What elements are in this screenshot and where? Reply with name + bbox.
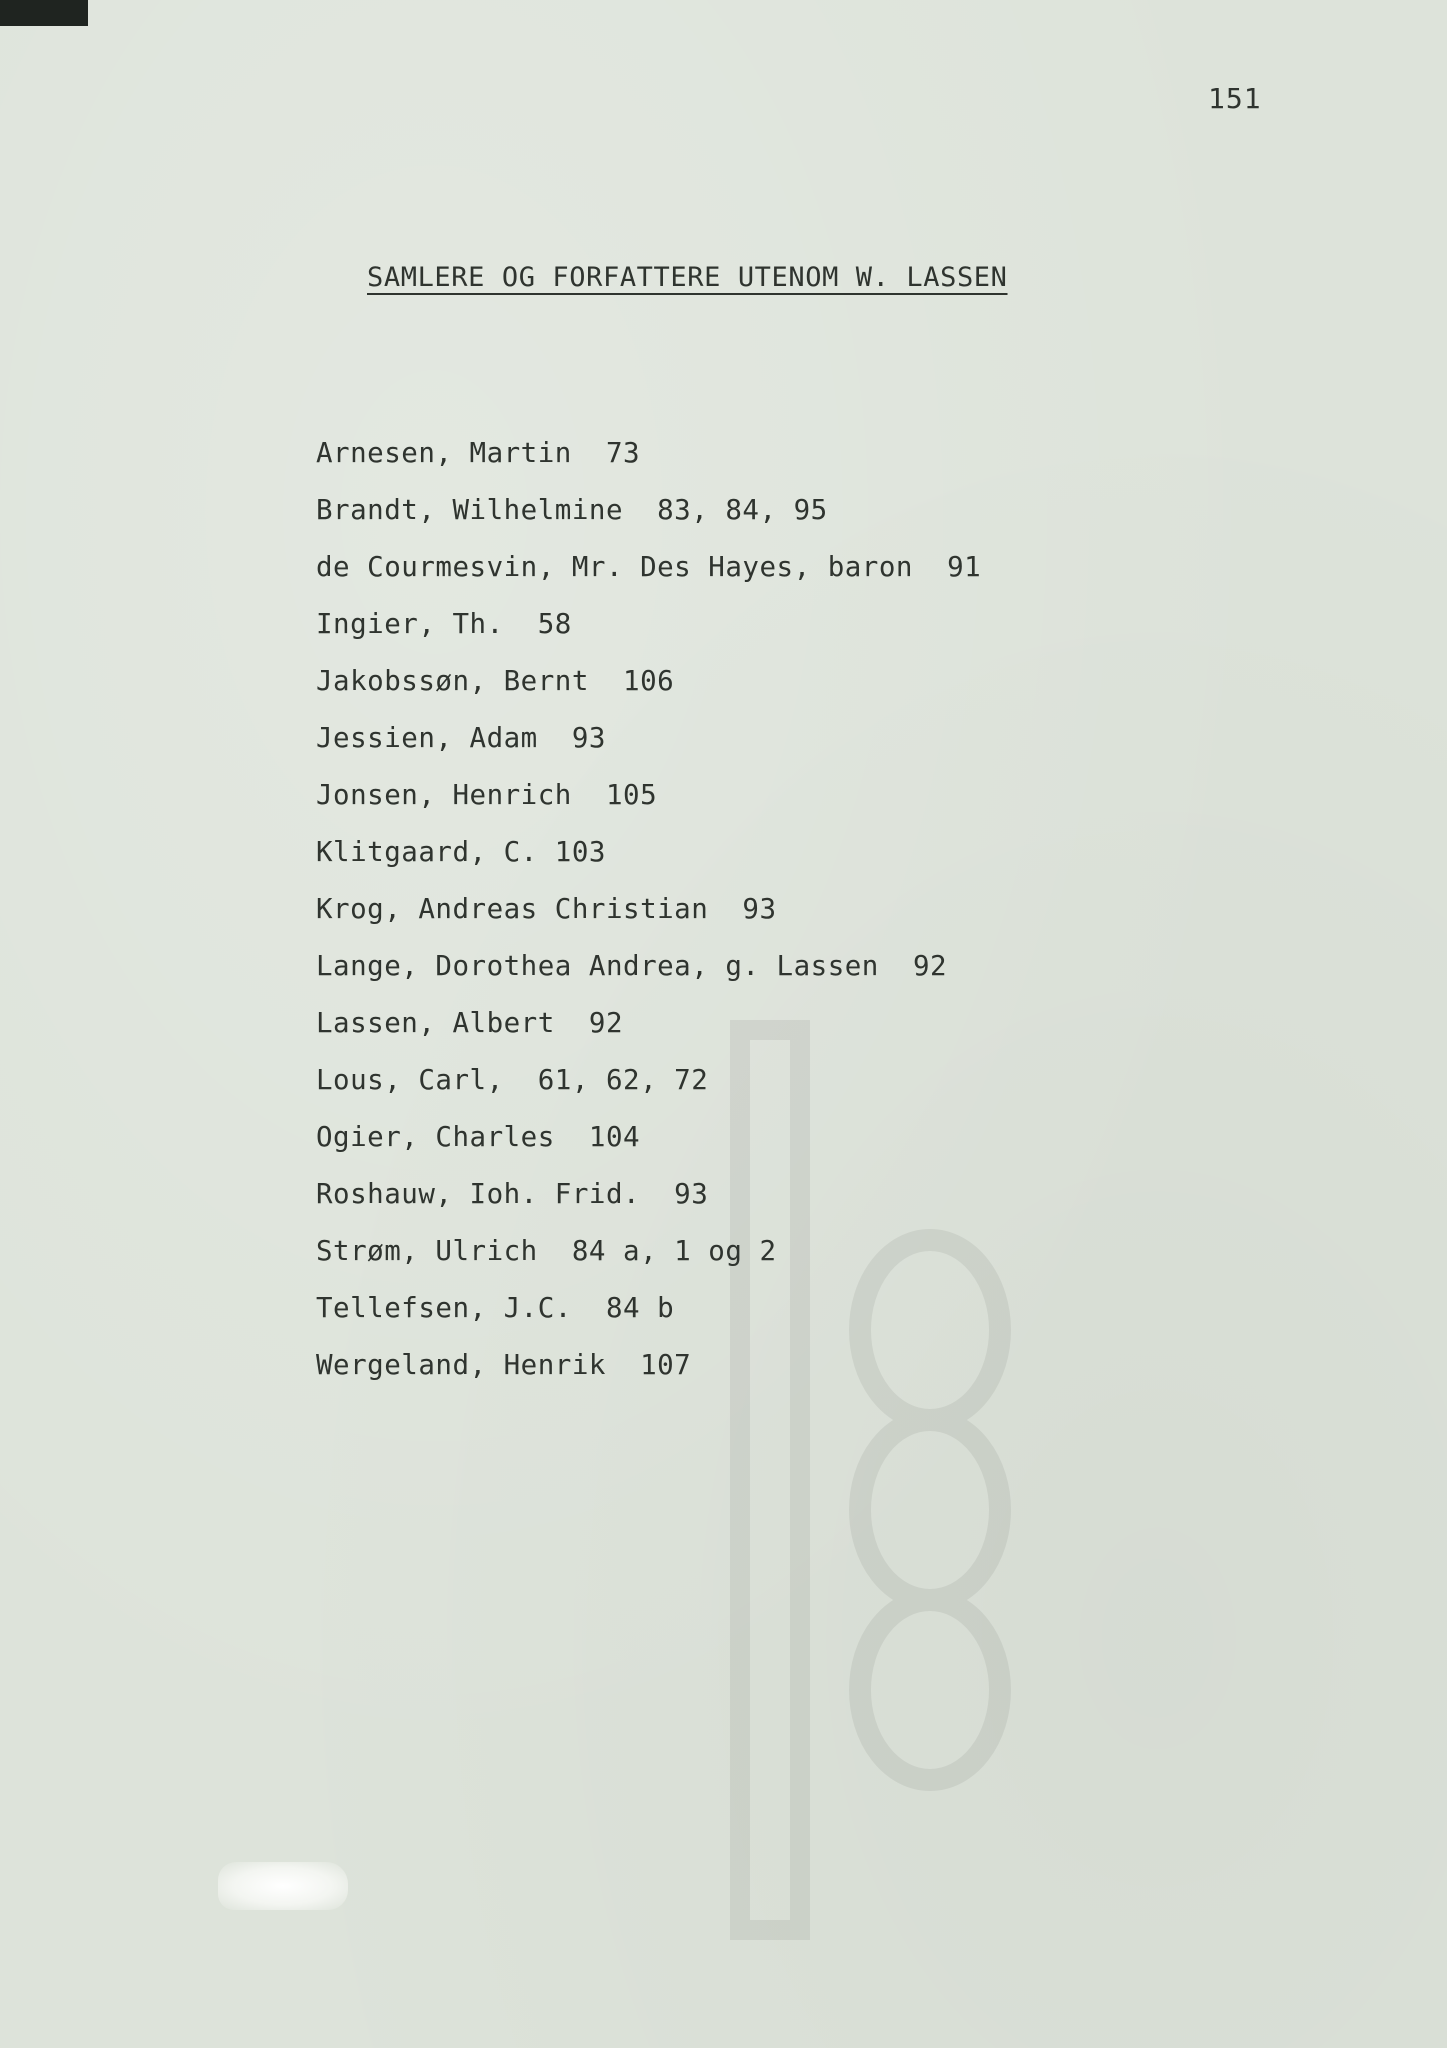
index-entry: Strøm, Ulrich 84 a, 1 og 2 <box>316 1235 777 1267</box>
index-entry: Tellefsen, J.C. 84 b <box>316 1292 675 1324</box>
index-entry: Wergeland, Henrik 107 <box>316 1349 692 1381</box>
index-entry: Lous, Carl, 61, 62, 72 <box>316 1064 709 1096</box>
index-entry: Jessien, Adam 93 <box>316 722 606 754</box>
smudge-mark <box>218 1862 348 1910</box>
index-entry: Ogier, Charles 104 <box>316 1121 641 1153</box>
index-entry: Lange, Dorothea Andrea, g. Lassen 92 <box>316 950 948 982</box>
index-entry: Jakobssøn, Bernt 106 <box>316 665 675 697</box>
index-entry: Krog, Andreas Christian 93 <box>316 893 777 925</box>
index-list <box>316 432 981 1401</box>
page-number: 151 <box>1208 82 1262 115</box>
page-heading: SAMLERE OG FORFATTERE UTENOM W. LASSEN <box>367 262 1008 293</box>
index-entry: de Courmesvin, Mr. Des Hayes, baron 91 <box>316 551 982 583</box>
index-entry: Roshauw, Ioh. Frid. 93 <box>316 1178 709 1210</box>
index-entry: Arnesen, Martin 73 <box>316 437 641 469</box>
index-entry: Lassen, Albert 92 <box>316 1007 624 1039</box>
index-entry: Jonsen, Henrich 105 <box>316 779 658 811</box>
scan-corner-mark <box>0 0 88 26</box>
index-entry: Brandt, Wilhelmine 83, 84, 95 <box>316 494 828 526</box>
index-entry: Klitgaard, C. 103 <box>316 836 606 868</box>
index-entry: Ingier, Th. 58 <box>316 608 572 640</box>
